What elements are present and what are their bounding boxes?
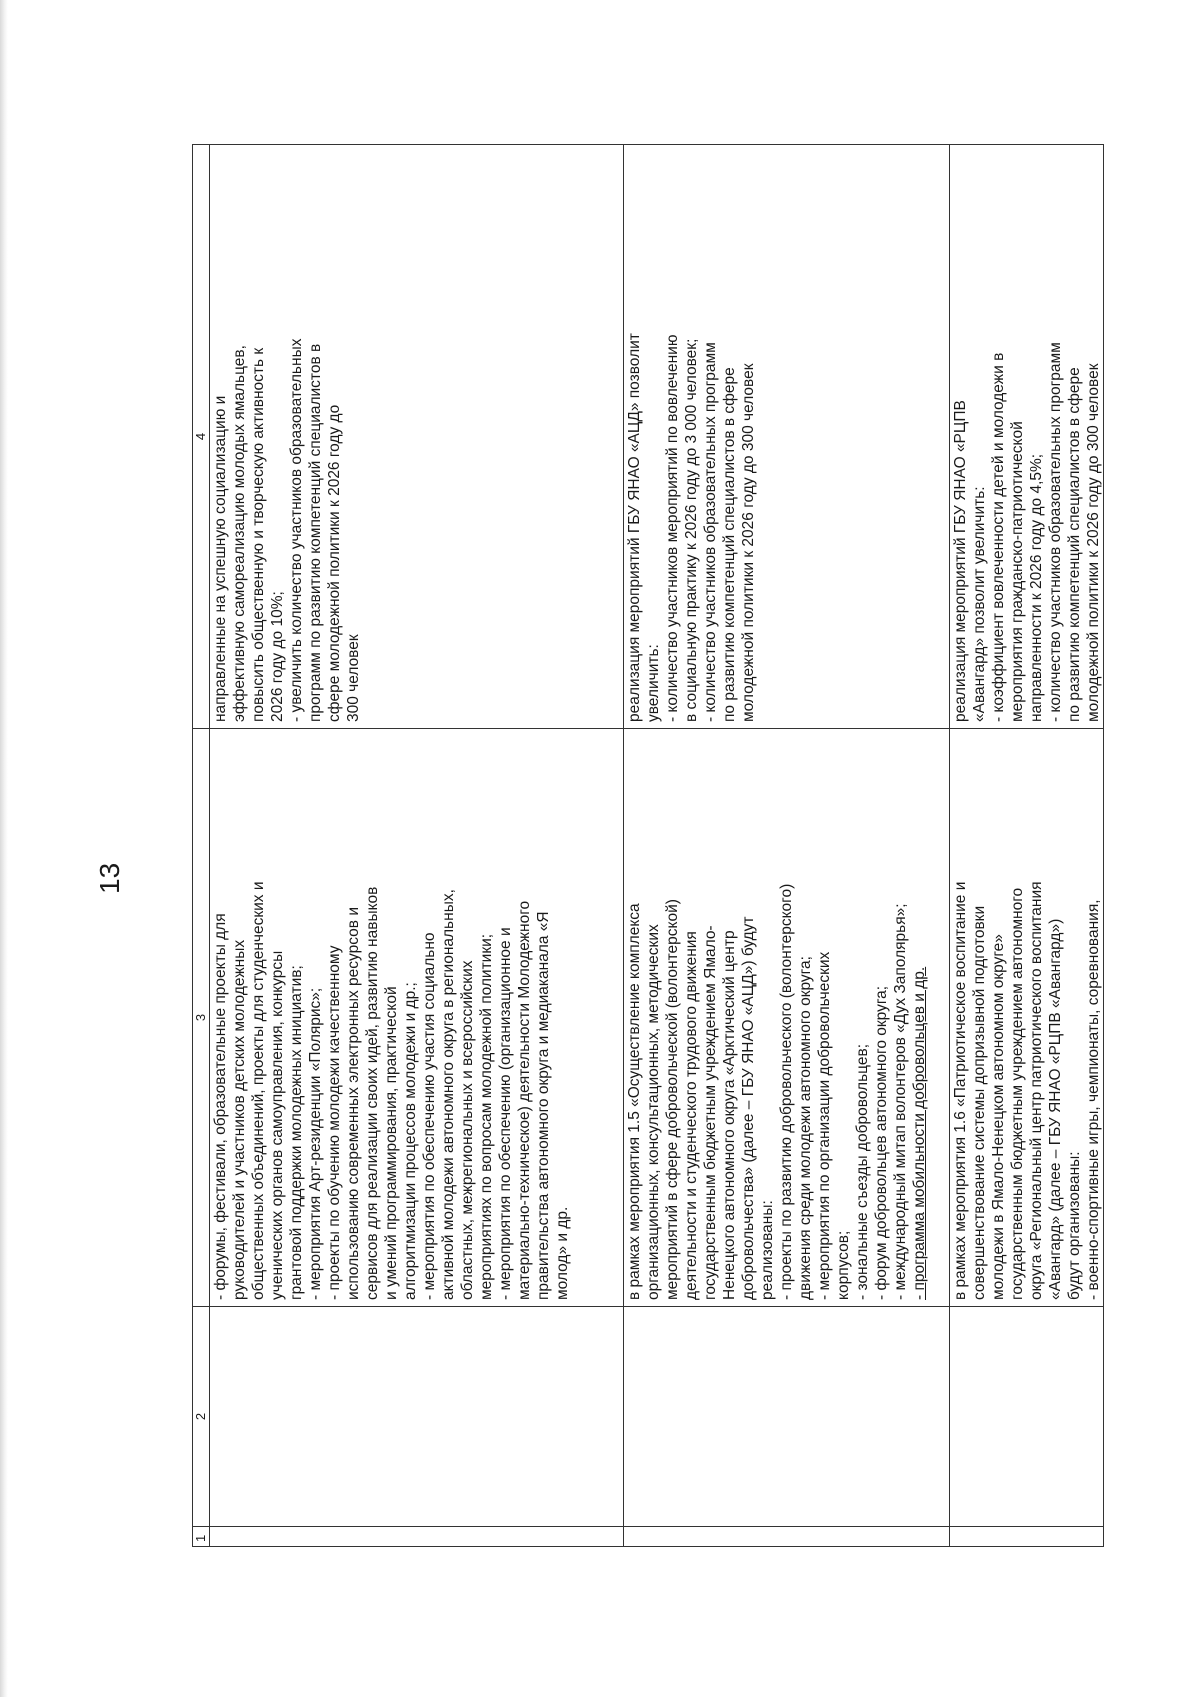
cell-text-line: увеличить:	[645, 644, 662, 722]
cell-text-line: молодежной политики к 2026 году до 300 человек	[1085, 363, 1102, 722]
cell-text-line: - мероприятия по обеспечению участия социально	[421, 932, 438, 1300]
cell-text-line: - мероприятия по обеспечению (организационное и	[497, 927, 514, 1300]
cell-text-line: «Авангард» (далее – ГБУ ЯНАО «РЦПВ «Авангард»)	[1047, 918, 1064, 1300]
row3-activities-cell	[950, 729, 1104, 1307]
cell-text-line: руководителей и участников детских молодежных	[231, 939, 248, 1300]
cell-text-line: ученических органов самоуправления, конкурсы	[269, 950, 286, 1300]
row2-col2	[624, 1307, 950, 1527]
cell-text-line: повысить общественную и творческую активность к	[250, 347, 267, 722]
header-col-4: 4	[193, 145, 210, 729]
cell-text-line: в рамках мероприятия 1.6 «Патриотическое воспитание и	[952, 881, 969, 1300]
cell-text-line: - коэффициент вовлеченности детей и молодежи в	[990, 352, 1007, 722]
cell-text-line: будут организованы:	[1066, 1151, 1083, 1300]
cell-text-line: - проекты по развитию добровольческого (волонтерского)	[778, 883, 795, 1300]
cell-text-line: молод» и др.	[554, 1206, 571, 1300]
row2-col1	[624, 1527, 950, 1547]
row1-results-text	[211, 151, 363, 722]
row1-col1	[210, 1527, 624, 1547]
row2-activities-text	[625, 735, 929, 1300]
cell-text-line: активной молодежи автономного округа в региональных,	[440, 889, 457, 1300]
cell-text-line: движения среди молодежи автономного округа;	[797, 956, 814, 1300]
table-row	[950, 145, 1104, 1547]
cell-text-line: 2026 году до 10%;	[269, 591, 286, 722]
cell-text-line: - мероприятия по организации добровольческих	[816, 951, 833, 1300]
cell-text-line: материально-техническое) деятельности Молодежного	[516, 900, 533, 1300]
cell-text-line: мероприятия гражданско-патриотической	[1009, 421, 1026, 722]
cell-text-line: - зональные съезды добровольцев;	[854, 1043, 871, 1300]
cell-text-line: грантовой поддержки молодежных инициатив;	[288, 965, 305, 1300]
cell-text-line: - мероприятия Арт-резиденции «Полярис»;	[307, 987, 324, 1300]
cell-text-line: эффективную самореализацию молодых ямальцев,	[231, 345, 248, 722]
cell-text-line: молодежной политики к 2026 году до 300 человек	[740, 363, 757, 722]
cell-text-line: государственным бюджетным учреждением Ямало-	[702, 925, 719, 1300]
cell-text-line: использованию современных электронных ресурсов и	[345, 907, 362, 1300]
cell-text-line: 300 человек	[345, 634, 362, 722]
cell-text-line: добровольчества» (далее – ГБУ ЯНАО «АЦД») будут	[740, 916, 757, 1300]
row2-activities-cell	[624, 729, 950, 1307]
cell-text-line: реализация мероприятий ГБУ ЯНАО «РЦПВ	[952, 400, 969, 722]
cell-text-line: направленности к 2026 году до 4,5%;	[1028, 453, 1045, 722]
cell-text-line: реализованы:	[759, 1200, 776, 1300]
cell-text-line: мероприятиях по вопросам молодежной политики;	[478, 933, 495, 1300]
cell-text-line: реализация мероприятий ГБУ ЯНАО «АЦД» позволит	[626, 333, 643, 722]
cell-text-line: совершенствование системы допризывной подготовки	[971, 905, 988, 1300]
row1-col2	[210, 1307, 624, 1527]
header-col-1: 1	[193, 1527, 210, 1547]
cell-text-line: направленные на успешную социализацию и	[212, 395, 229, 722]
table-row	[624, 145, 950, 1547]
cell-text-line: Ненецкого автономного округа «Арктический центр	[721, 930, 738, 1300]
cell-text-line: - количество участников образовательных программ	[1047, 342, 1064, 722]
cell-text-line: правительства автономного округа и медиаканала «Я	[535, 911, 552, 1300]
cell-text-line: в социальную практику к 2026 году до 3 000 человек;	[683, 338, 700, 722]
cell-text-line: в рамках мероприятия 1.5 «Осуществление комплекса	[626, 903, 643, 1300]
cell-text-line: - количество участников образовательных программ	[702, 342, 719, 722]
rotated-table-container	[192, 145, 1102, 1547]
row3-col2	[950, 1307, 1104, 1527]
cell-text-line: - количество участников мероприятий по вовлечению	[664, 334, 681, 722]
table-row	[210, 145, 624, 1547]
cell-text-line: и умений программирования, практической	[383, 986, 400, 1300]
row3-results-cell	[950, 145, 1104, 729]
cell-text-line: корпусов;	[835, 1230, 852, 1300]
cell-text-line: по развитию компетенций специалистов в сфере	[721, 367, 738, 722]
scan-edge-shadow	[0, 0, 8, 1697]
cell-text-line: государственным бюджетным учреждением автономного	[1009, 887, 1026, 1300]
cell-text-line: - военно-спортивные игры, чемпионаты, соревнования,	[1085, 899, 1102, 1300]
cell-text-line: по развитию компетенций специалистов в сфере	[1066, 367, 1083, 722]
row3-activities-text	[951, 735, 1103, 1300]
row1-activities-text	[211, 735, 572, 1300]
cell-text-line: «Авангард» позволит увеличить:	[971, 486, 988, 722]
cell-text-line: деятельности и студенческого трудового движения	[683, 931, 700, 1300]
cell-text-line: - форум добровольцев автономного округа;	[873, 985, 890, 1300]
row2-results-text	[625, 151, 758, 722]
cell-text-line: - международный митап волонтеров «Дух Заполярья»;	[892, 903, 909, 1300]
cell-text-line: мероприятий в сфере добровольческой (волонтерской)	[664, 899, 681, 1300]
cell-text-line: сфере молодежной политики к 2026 году до	[326, 404, 343, 722]
row1-results-cell	[210, 145, 624, 729]
cell-text-line: округа «Региональный центр патриотического воспитания	[1028, 881, 1045, 1300]
cell-text-line: программ по развитию компетенций специалистов в	[307, 343, 324, 722]
row2-results-cell	[624, 145, 950, 729]
program-table	[192, 144, 1104, 1547]
header-col-2: 2	[193, 1307, 210, 1527]
table-header-row	[193, 145, 210, 1547]
cell-text-line: - увеличить количество участников образовательных	[288, 338, 305, 722]
cell-text-line: общественных объединений, проекты для студенческих и	[250, 881, 267, 1300]
cell-text-line: областных, межрегиональных и всероссийских	[459, 960, 476, 1300]
cell-text-line: молодежи в Ямало-Ненецком автономном округе»	[990, 934, 1007, 1300]
row3-results-text	[951, 151, 1103, 722]
cell-text-line: организационных, консультационных, методических	[645, 924, 662, 1300]
cell-text-line: сервисов для реализации своих идей, развитию навыков	[364, 886, 381, 1300]
row1-activities-cell	[210, 729, 624, 1307]
cell-text-line: - проекты по обучению молодежи качественному	[326, 945, 343, 1300]
header-col-3: 3	[193, 729, 210, 1307]
row3-col1	[950, 1527, 1104, 1547]
cell-text-line: - программа мобильности добровольцев и др.	[911, 966, 928, 1300]
cell-text-line: - форумы, фестивали, образовательные проекты для	[212, 913, 229, 1300]
cell-text-line: алгоритмизации процессов молодежи и др.;	[402, 982, 419, 1300]
page-number: 13	[94, 862, 125, 894]
